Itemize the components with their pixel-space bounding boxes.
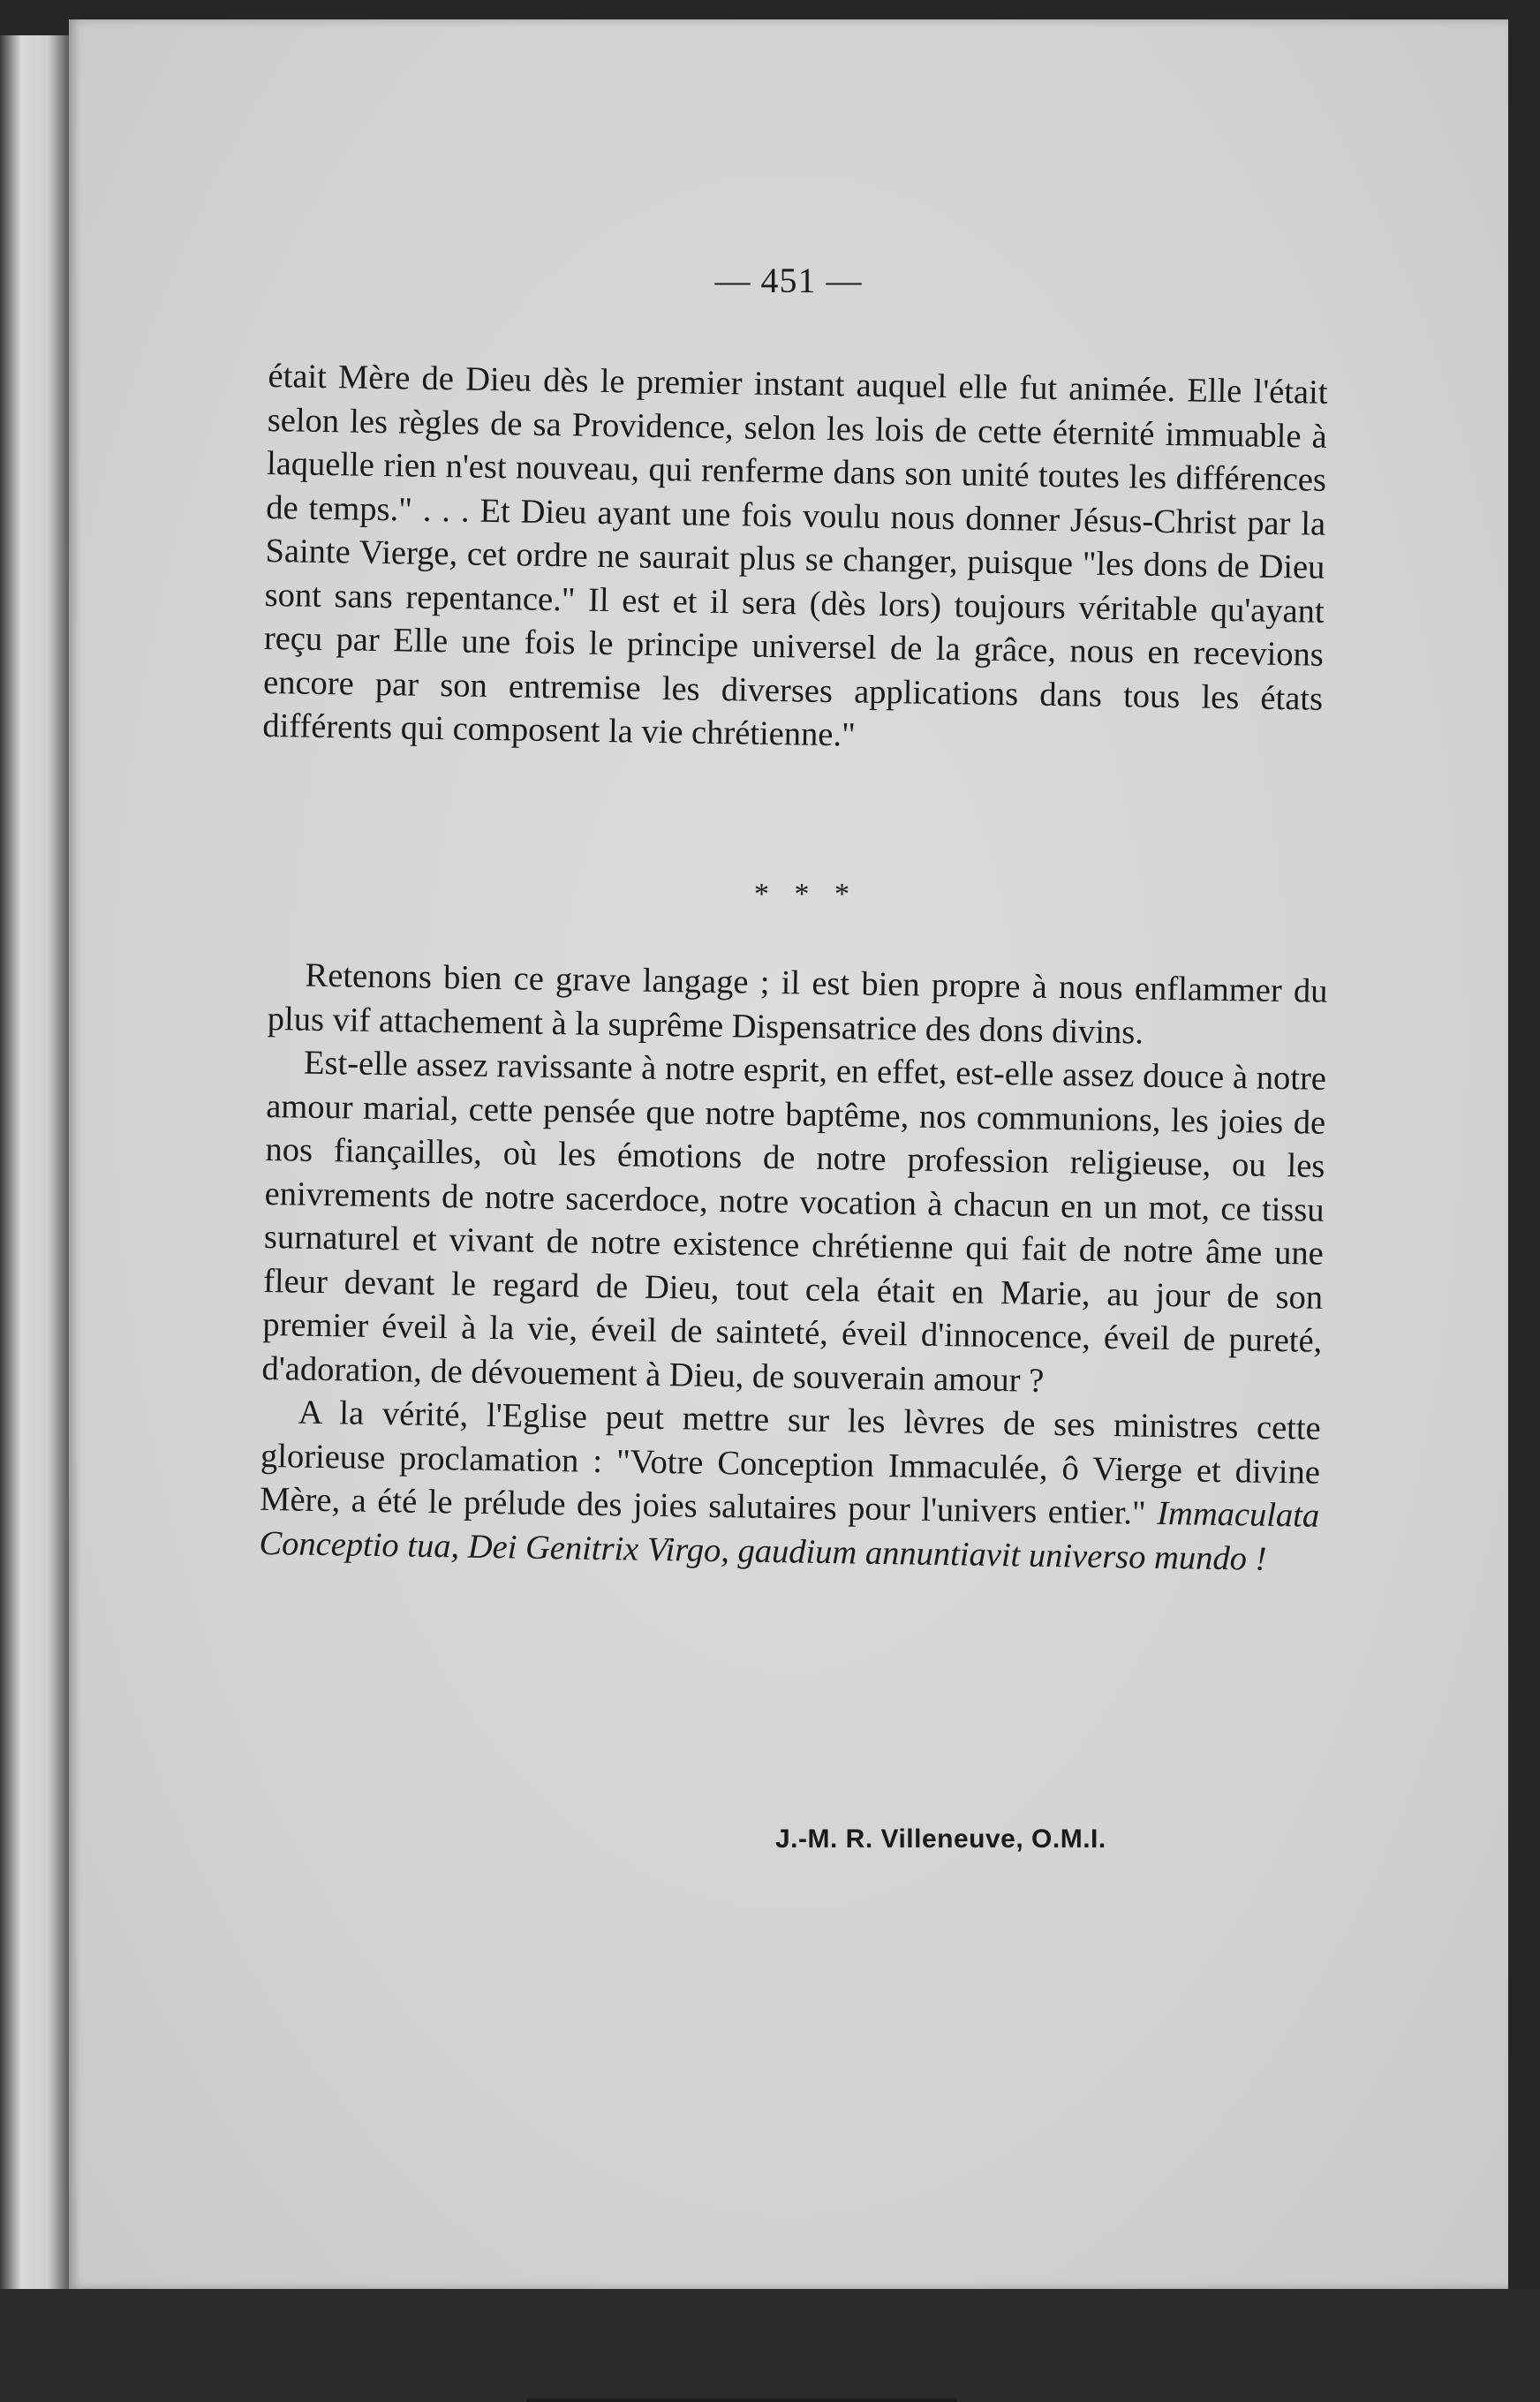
page-number: — 451 —: [714, 261, 863, 300]
end-rule: [526, 2398, 957, 2402]
latin-quote: Immaculata Conceptio tua, Dei Genitrix Virgo, gaudium annuntiavit universo mundo !: [259, 1494, 1320, 1578]
paragraph: était Mère de Dieu dès le premier instant auquel elle fut animée. Elle l'était selon les règles de sa Providence, selon les lois de cette éternité immuable à laquelle rien n'est nouveau, qui renferme dans son unité toutes les différences de temps." . . . Et Dieu ayant une fois voulu nous donner Jésus-Christ par la Sainte Vierge, cet ordre ne saurait plus se changer, puisque "les dons de Dieu sont sans repentance." Il est et il sera (dès lors) toujours véritable qu'ayant reçu par Elle une fois le principe universel de la grâce, nous en recevions encore par son entremise les diverses applications dans tous les états différents qui composent la vie chrétienne.": [262, 357, 1328, 754]
left-page-edge: [0, 35, 69, 2289]
author-signature: J.-M. R. Villeneuve, O.M.I.: [775, 1824, 1106, 1854]
paragraph-text: A la vérité, l'Eglise peut mettre sur les lèvres de ses ministres cette glorieuse proclamation : "Votre Conception Immaculée, ô Vierge et divine Mère, a été le prélude des joies salutaires pour l'univers entier.": [259, 1394, 1322, 1532]
paragraph: Retenons bien ce grave langage ; il est bien propre à nous enflammer du plus vif attachement à la suprême Dispensatrice des dons divins.: [267, 956, 1328, 1052]
paragraph: Est-elle assez ravissante à notre esprit, en effet, est-elle assez douce à notre amour marial, cette pensée que notre baptême, nos communions, les joies de nos fiançailles, où les émotions de notre profession religieuse, ou les enivrements de notre sacerdoce, notre vocation à chacun en un mot, ce tissu surnaturel et vivant de notre existence chrétienne qui fait de notre âme une fleur devant le regard de Dieu, tout cela était en Marie, au jour de son premier éveil à la vie, éveil de sainteté, éveil d'innocence, éveil de pureté, d'adoration, de dévouement à Dieu, de souverain amour ?: [261, 1044, 1327, 1400]
text-block-top: [262, 355, 1328, 765]
text-block-bottom: [259, 954, 1328, 1582]
page: [69, 19, 1508, 2289]
section-separator: * * *: [754, 878, 858, 910]
paragraph-final: [259, 1391, 1321, 1582]
